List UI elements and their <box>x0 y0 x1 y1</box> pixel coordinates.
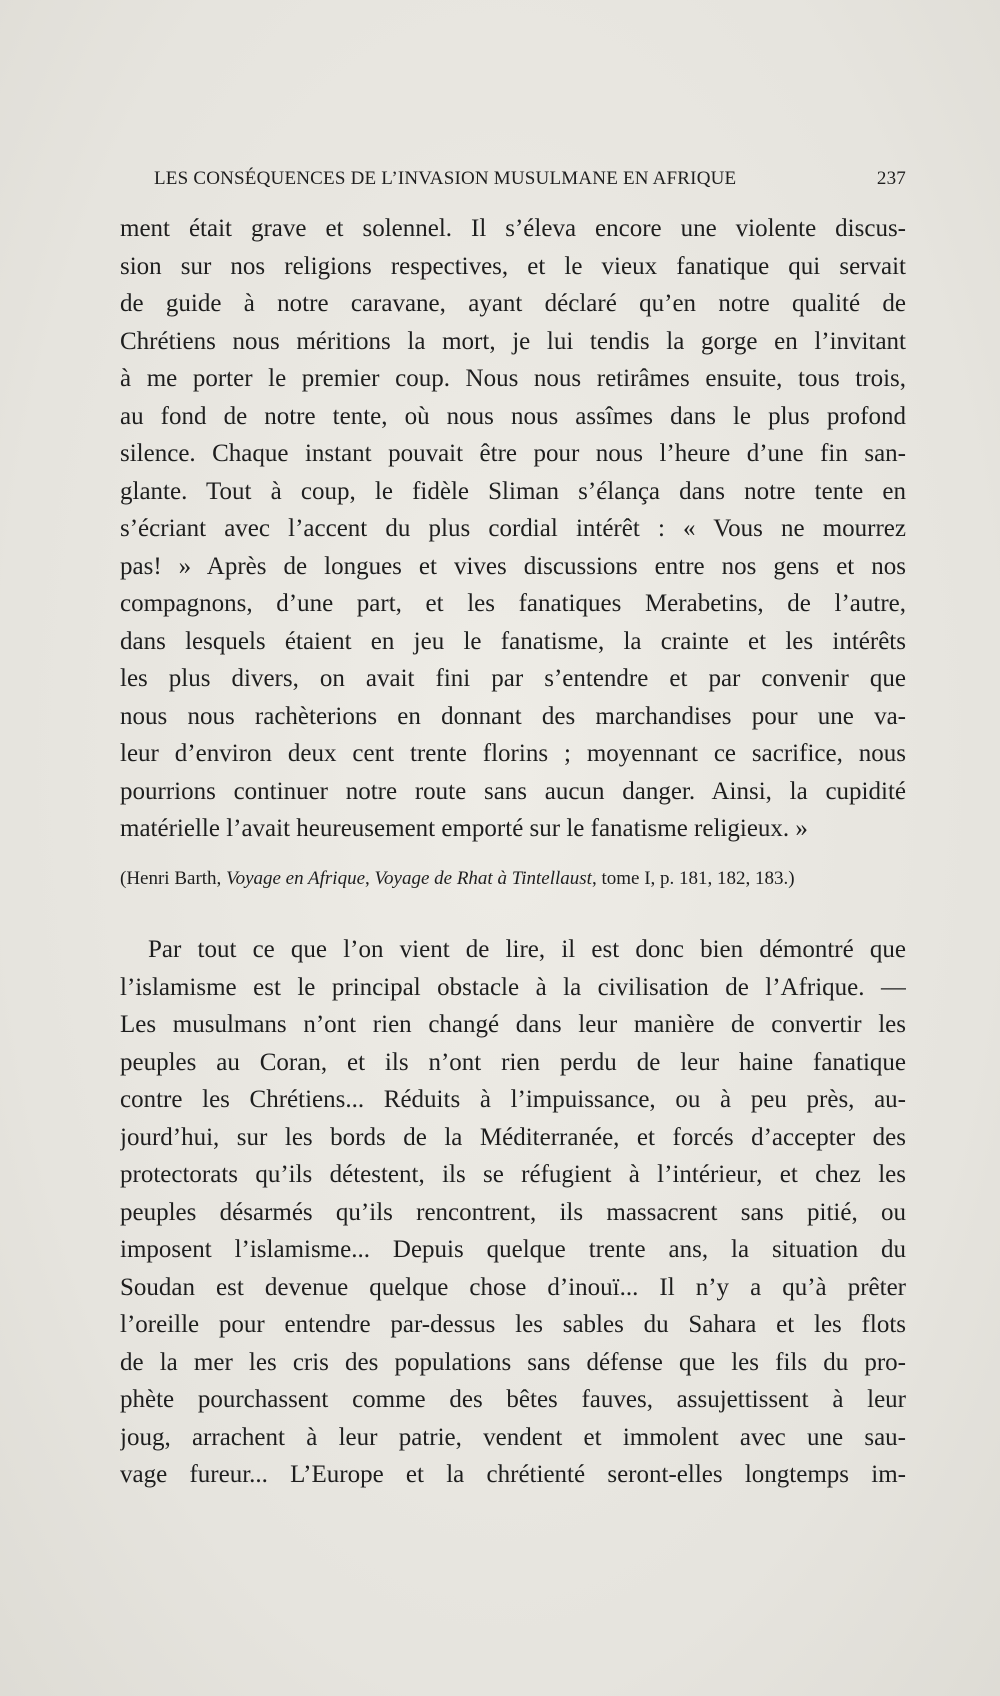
text-line: pourrions continuer notre route sans aucun danger. Ainsi, la cupidité <box>120 777 906 805</box>
text-line: peuples au Coran, et ils n’ont rien perdu de leur haine fanatique <box>120 1048 906 1076</box>
text-line: au fond de notre tente, où nous nous assîmes dans le plus profond <box>120 402 906 430</box>
text-line: Chrétiens nous méritions la mort, je lui tendis la gorge en l’invitant <box>120 327 906 355</box>
text-line: joug, arrachent à leur patrie, vendent et immolent avec une sau- <box>120 1423 906 1451</box>
text-line: imposent l’islamisme... Depuis quelque trente ans, la situation du <box>120 1236 906 1263</box>
text-line: compagnons, d’une part, et les fanatiques Merabetins, de l’autre, <box>120 590 906 617</box>
citation-author: (Henri Barth, <box>120 868 227 889</box>
citation-work-title: Voyage en Afrique <box>226 868 366 889</box>
text-line: à me porter le premier coup. Nous nous retirâmes ensuite, tous trois, <box>120 365 906 392</box>
text-line: Les musulmans n’ont rien changé dans leur manière de convertir les <box>120 1011 906 1038</box>
page-number: 237 <box>876 168 906 189</box>
text-line: glante. Tout à coup, le fidèle Sliman s’élança dans notre tente en <box>120 477 906 505</box>
text-line: phète pourchassent comme des bêtes fauves, assujettissent à leur <box>120 1386 906 1413</box>
running-head <box>120 168 906 198</box>
text-line: jourd’hui, sur les bords de la Méditerranée, et forcés d’accepter des <box>120 1123 906 1151</box>
text-line: dans lesquels étaient en jeu le fanatisme, la crainte et les intérêts <box>120 627 906 655</box>
citation <box>120 866 906 892</box>
text-line: nous nous rachèterions en donnant des marchandises pour une va- <box>120 702 906 730</box>
text-line: s’écriant avec l’accent du plus cordial intérêt : « Vous ne mourrez <box>120 515 906 542</box>
text-line: de la mer les cris des populations sans défense que les fils du pro- <box>120 1348 906 1376</box>
text-line: sion sur nos religions respectives, et le vieux fanatique qui servait <box>120 252 906 280</box>
citation-separator: , <box>365 868 375 889</box>
citation-section-title: Voyage de Rhat à Tintellaust <box>374 868 592 889</box>
text-line: peuples désarmés qu’ils rencontrent, ils massacrent sans pitié, ou <box>120 1198 906 1226</box>
text-line: contre les Chrétiens... Réduits à l’impuissance, ou à peu près, au- <box>120 1086 906 1113</box>
running-head-title: LES CONSÉQUENCES DE L’INVASION MUSULMANE EN AFRIQUE <box>154 168 737 189</box>
text-line: l’oreille pour entendre par-dessus les sables du Sahara et les flots <box>120 1311 906 1338</box>
citation-pages: , tome I, p. 181, 182, 183.) <box>591 868 795 889</box>
text-line: les plus divers, on avait fini par s’entendre et par convenir que <box>120 665 906 692</box>
text-line: l’islamisme est le principal obstacle à la civilisation de l’Afrique. — <box>120 973 906 1001</box>
text-line: pas! » Après de longues et vives discussions entre nos gens et nos <box>120 552 906 580</box>
text-line: de guide à notre caravane, ayant déclaré qu’en notre qualité de <box>120 290 906 317</box>
text-line: Soudan est devenue quelque chose d’inouï... Il n’y a qu’à prêter <box>120 1273 906 1301</box>
text-line: leur d’environ deux cent trente florins ; moyennant ce sacrifice, nous <box>120 740 906 767</box>
paragraph-main <box>120 931 906 1494</box>
text-line: matérielle l’avait heureusement emporté sur le fanatisme religieux. » <box>120 815 808 842</box>
text-line: ment était grave et solennel. Il s’éleva encore une violente discus- <box>120 215 906 242</box>
paragraph-quote <box>120 210 906 848</box>
text-line: Par tout ce que l’on vient de lire, il est donc bien démontré que <box>148 936 906 963</box>
text-line: silence. Chaque instant pouvait être pour nous l’heure d’une fin san- <box>120 440 906 467</box>
text-line: vage fureur... L’Europe et la chrétienté seront-elles longtemps im- <box>120 1461 906 1488</box>
text-line: protectorats qu’ils détestent, ils se réfugient à l’intérieur, et chez les <box>120 1161 906 1188</box>
